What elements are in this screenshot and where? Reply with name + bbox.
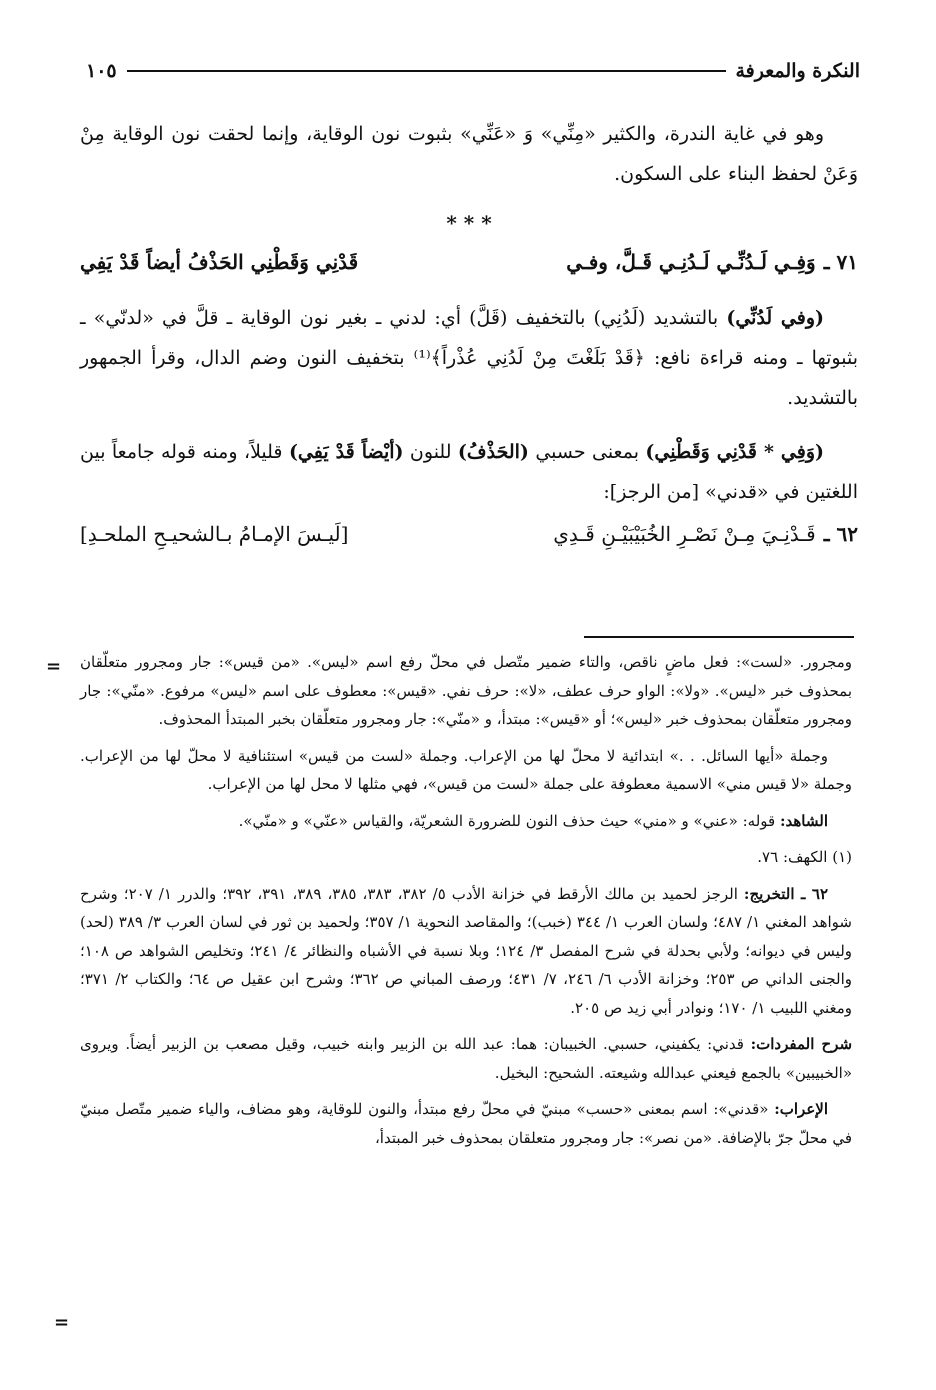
verse-hemistich-2: [لَيـسَ الإمـامُ بـالشحيـحِ الملحـدِ]	[80, 522, 349, 546]
footnote-continuation: ومجرور. «لست»: فعل ماضٍ ناقص، والتاء ضمير متّصل في محلّ رفع اسم «ليس». «من قيس»: جار ومجرور متعلّقان بمحذوف خبر «ليس». «ولا»: الواو حرف عطف، «لا»: حرف نفي. «قيس»: معطوف على اسم «ليس» مرفوع. «منّي»: جار ومجرور متعلّقان بمحذوف خبر «ليس»؛ أو «قيس»: مبتدأ، و «منّي»: جار ومجرور متعلّقان بخبر المبتدأ المحذوف.	[80, 653, 852, 728]
main-text	[80, 114, 858, 556]
verse-62	[80, 512, 858, 556]
verse-number: ٧١ ـ	[823, 250, 858, 274]
footnote-divider	[584, 636, 854, 638]
commentary-lead: (وفي لَدُنِّي)	[726, 307, 824, 329]
footnotes	[80, 648, 852, 1152]
continuation-mark-top: =	[46, 656, 62, 677]
verse-number: ٦٢ ـ	[823, 522, 858, 546]
header-rule	[127, 70, 726, 72]
paragraph-3: (وَفِي * قَدْنِي وَقَطْنِي) بمعنى حسبي (الحَذْفُ) للنون (أيْضاً قَدْ يَفِي) قليلاً، ومنه قوله جامعاً بين اللغتين في «قدني» [من الرجز]:	[80, 441, 858, 503]
page-number: ١٠٥	[86, 60, 117, 82]
paragraph-1: وهو في غاية الندرة، والكثير «مِنِّي» وَ «عَنِّي» بثبوت نون الوقاية، وإنما لحقت نون الوقاية مِنْ وَعَنْ لحفظ البناء على السكون.	[80, 123, 858, 185]
running-header	[86, 56, 860, 86]
commentary-body: بالتشديد (لَدُنِي) بالتخفيف (قَلَّ) أي: لدني ـ بغير نون الوقاية ـ قلَّ في «لدنّي» ـ بثبوتها ـ ومنه قراءة نافع: ﴿قَدْ بَلَغْتَ مِنْ لَدُنِي عُذْراً﴾⁽¹⁾ بتخفيف النون وضم الدال، وقرأ الجمهور بالتشديد.	[80, 307, 858, 409]
verse-hemistich-1: وَفِـي لَـدُنِّـي لَـدُنِـي قَـلَّ، وفـي	[566, 250, 816, 274]
chapter-title: النكرة والمعرفة	[735, 60, 860, 82]
section-separator: * * *	[446, 211, 492, 235]
footnote-mufradat: شرح المفردات: قدني: يكفيني، حسبي. الخبيبان: هما: عبد الله بن الزبير وابنه خبيب، وقيل مصعب بن الزبير أيضاً. ويروى «الخبيبين» بالجمع فيعني عبدالله وشيعته. الشحيح: البخيل.	[80, 1035, 853, 1082]
footnote-shahid: الشاهد: قوله: «عني» و «مني» حيث حذف النون للضرورة الشعريّة، والقياس «عنّي» و «منّي».	[238, 811, 828, 830]
footnote-1: (١) الكهف: ٧٦.	[757, 848, 852, 866]
verse-71	[80, 240, 858, 284]
continuation-mark-bottom: =	[54, 1312, 70, 1333]
verse-hemistich-1: قَـدْنِـيَ مِـنْ نَصْـرِ الخُبَيْبَيْـنِ قَـدِي	[553, 522, 816, 546]
commentary-lead: (وَفِي * قَدْنِي وَقَطْنِي)	[645, 441, 824, 463]
verse-hemistich-2: قَدْنِي وَقَطْنِي الحَذْفُ أيضاً قَدْ يَفِي	[80, 250, 359, 274]
footnote-irab: الإعراب: «قدني»: اسم بمعنى «حسب» مبنيّ في محلّ رفع مبتدأ، والنون للوقاية، وهو مضاف، والياء ضمير متّصل مبنيّ في محلّ جرّ بالإضافة. «من نصر»: جار ومجرور متعلقان بمحذوف خبر المبتدأ،	[80, 1100, 852, 1147]
footnote-takhrij: ٦٢ ـ التخريج: الرجز لحميد بن مالك الأرقط في خزانة الأدب ٥/ ٣٨٢، ٣٨٣، ٣٨٥، ٣٨٩، ٣٩١، ٣٩٢؛ والدرر ١/ ٢٠٧؛ وشرح شواهد المغني ١/ ٤٨٧؛ ولسان العرب ١/ ٣٤٤ (خبب)؛ والمقاصد النحوية ١/ ٣٥٧؛ ولحميد بن ثور في لسان العرب ٣/ ٣٨٩ (لحد) وليس في ديوانه؛ ولأبي بحدلة في شرح المفصل ٣/ ١٢٤؛ وبلا نسبة في الأشباه والنظائر ٤/ ٢٤١؛ وتخليص الشواهد ص ١٠٨؛ والجنى الداني ص ٢٥٣؛ وخزانة الأدب ٦/ ٢٤٦، ٧/ ٤٣١؛ ورصف المباني ص ٣٦٢؛ وشرح ابن عقيل ص ٦٤؛ والكتاب ٢/ ٣٧١؛ ومغني اللبيب ١/ ١٧٠؛ ونوادر أبي زيد ص ٢٠٥.	[80, 884, 853, 1017]
footnote-sentences: وجملة «أيها السائل. . .» ابتدائية لا محلّ لها من الإعراب. وجملة «لست من قيس» استئنافية لا محلّ لها من الإعراب. وجملة «لا قيس مني» الاسمية معطوفة على جملة «لست من قيس»، فهي مثلها لا محل لها من الإعراب.	[80, 746, 852, 793]
paragraph-2	[80, 298, 858, 418]
